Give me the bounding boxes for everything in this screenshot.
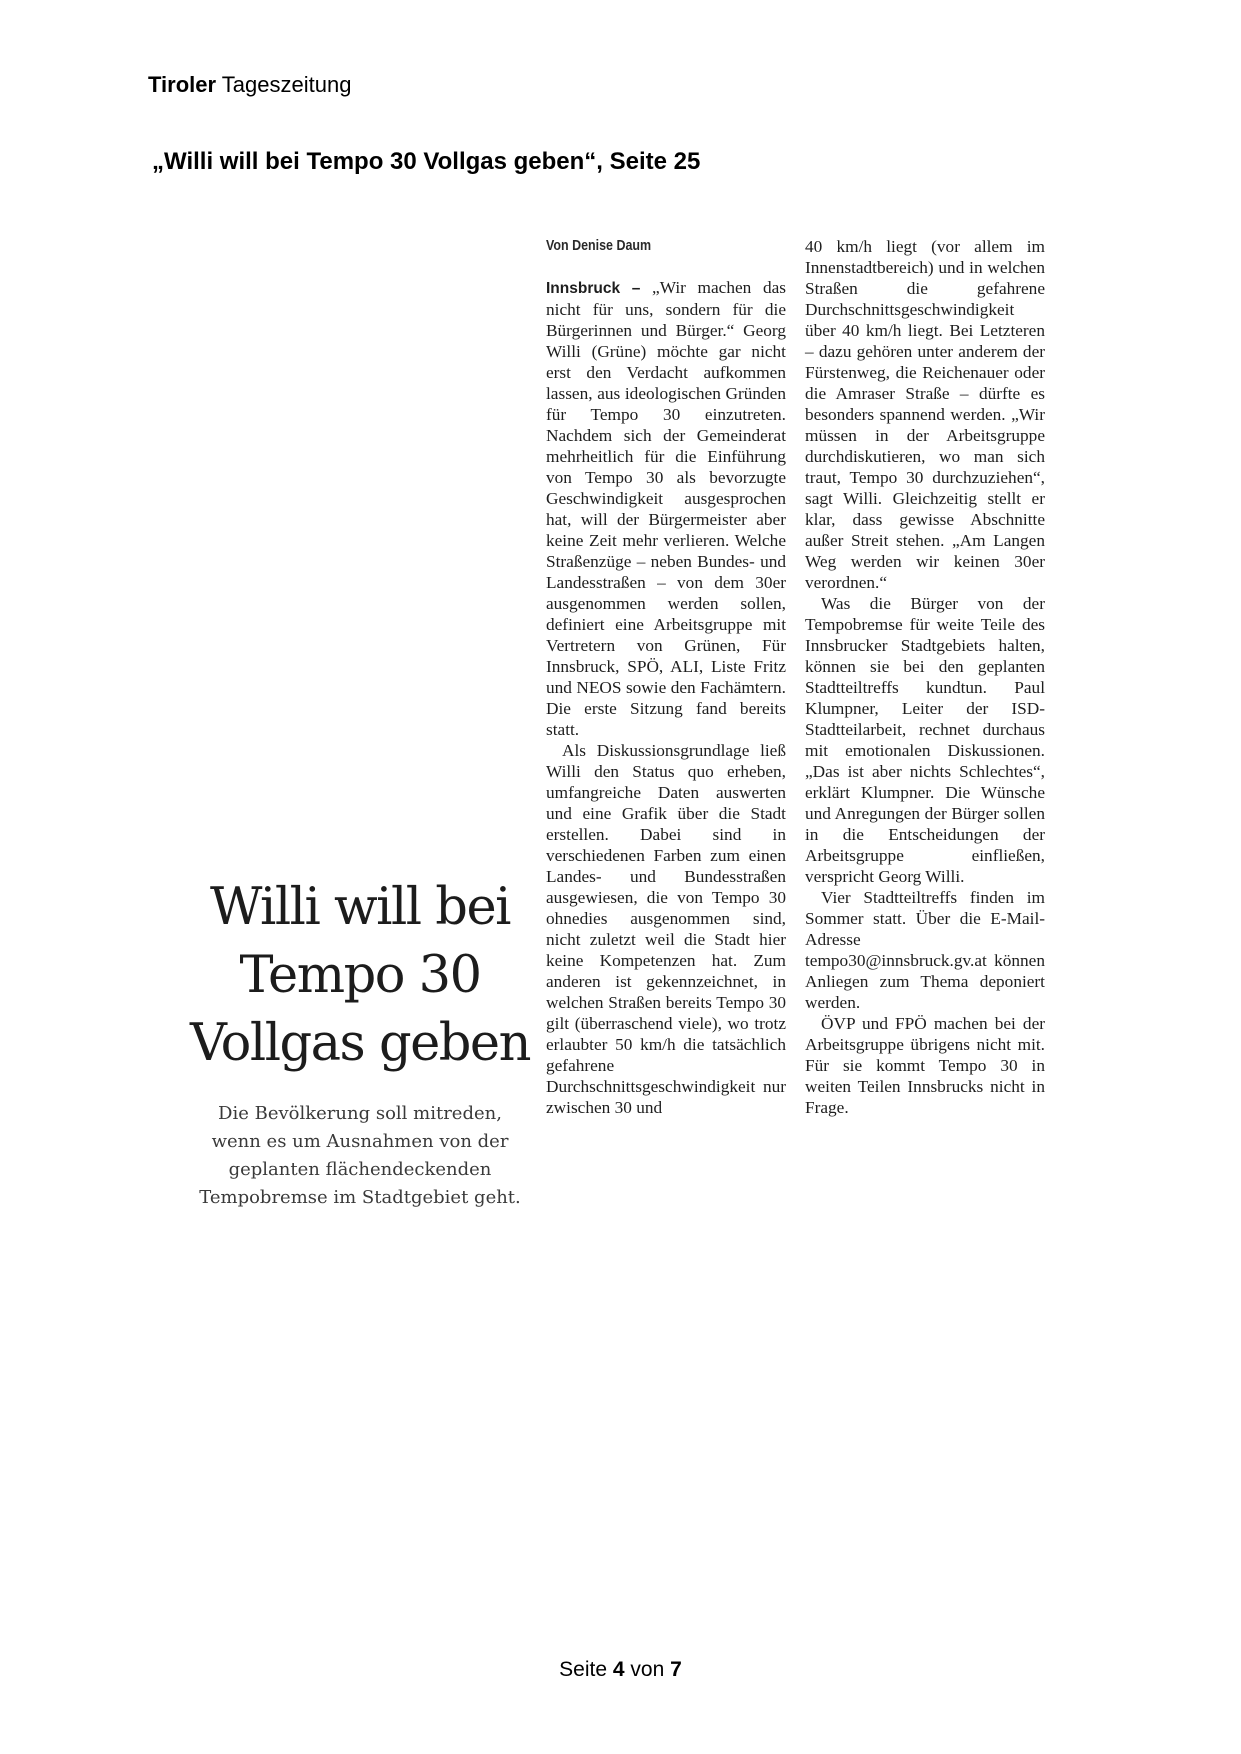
headline-line: Tempo 30 bbox=[239, 946, 481, 1005]
paragraph-text: „Wir machen das nicht für uns, sondern für die Bürgerinnen und Bürger.“ Georg Willi (Grüne) möchte gar nicht erst den Verdacht aufkommen lassen, aus ideologischen Gründen für Tempo 30 einzutreten. Nachdem sich der Gemeinderat mehrheitlich für die Einführung von Tempo 30 als bevorzugte Geschwindigkeit ausgesprochen hat, will der Bürgermeister aber keine Zeit mehr verlieren. Welche Straßenzüge – neben Bundes- und Landesstraßen – von dem 30er ausgenommen werden sollen, definiert eine Arbeitsgruppe mit Vertretern von Grünen, Für Innsbruck, SPÖ, ALI, Liste Fritz und NEOS sowie den Fachämtern. Die erste Sitzung fand bereits statt. bbox=[546, 278, 786, 739]
headline-block bbox=[190, 874, 530, 1212]
headline-line: Vollgas geben bbox=[190, 1014, 530, 1073]
article-subline: Die Bevölkerung soll mitreden, wenn es um Ausnahmen von der geplanten flächendeckenden Tempobremse im Stadtgebiet geht. bbox=[199, 1103, 521, 1208]
article-paragraph bbox=[546, 277, 786, 740]
page-number-total: 7 bbox=[670, 1658, 682, 1681]
article-dateline: Innsbruck – bbox=[546, 280, 641, 297]
page-number bbox=[0, 1658, 1241, 1682]
document-title: „Willi will bei Tempo 30 Vollgas geben“, Seite 25 bbox=[152, 148, 701, 175]
article-paragraph: Vier Stadtteiltreffs finden im Sommer statt. Über die E-Mail-Adresse tempo30@innsbruck.gv.at können Anliegen zum Thema deponiert werden. bbox=[805, 888, 1045, 1012]
page-number-current: 4 bbox=[612, 1658, 625, 1681]
publication-name-bold: Tiroler bbox=[148, 72, 217, 97]
article-paragraph: Was die Bürger von der Tempobremse für weite Teile des Innsbrucker Stadtgebiets halten, können sie bei den geplanten Stadtteiltreffs kundtun. Paul Klumpner, Leiter der ISD-Stadtteilarbeit, rechnet durchaus mit emotionalen Diskussionen. „Das ist aber nichts Schlechtes“, erklärt Klumpner. Die Wünsche und Anregungen der Bürger sollen in die Entscheidungen der Arbeitsgruppe einfließen, verspricht Georg Willi. bbox=[805, 594, 1045, 886]
article-paragraph: Als Diskussionsgrundlage ließ Willi den Status quo erheben, umfangreiche Daten auswerten und eine Grafik über die Stadt erstellen. Dabei sind in verschiedenen Farben zum einen Landes- und Bundesstraßen ausgewiesen, die von Tempo 30 ohnedies ausgenommen sind, nicht zuletzt weil die Stadt hier keine Kompetenzen hat. Zum anderen ist gekennzeichnet, in welchen Straßen bereits Tempo 30 gilt (überraschend viele), wo trotz erlaubter 50 km/h die tatsächlich gefahrene Durchschnittsgeschwindigkeit nur zwischen 30 und bbox=[546, 741, 786, 1117]
page-number-prefix: Seite bbox=[559, 1658, 608, 1681]
article-column-2 bbox=[805, 236, 1045, 1118]
headline-line: Willi will bei bbox=[210, 878, 510, 937]
newspaper-clipping bbox=[190, 236, 1070, 1208]
article-paragraph: ÖVP und FPÖ machen bei der Arbeitsgruppe übrigens nicht mit. Für sie kommt Tempo 30 in weiten Teilen Innsbrucks nicht in Frage. bbox=[805, 1014, 1045, 1117]
page-number-separator: von bbox=[630, 1658, 665, 1681]
article-paragraph: 40 km/h liegt (vor allem im Innenstadtbereich) und in welchen Straßen die gefahrene Durchschnittsgeschwindigkeit über 40 km/h liegt. Bei Letzteren – dazu gehören unter anderem der Fürstenweg, die Reichenauer oder die Amraser Straße – dürfte es besonders spannend werden. „Wir müssen in der Arbeitsgruppe durchdiskutieren, wo man sich traut, Tempo 30 durchzuziehen“, sagt Willi. Gleichzeitig stellt er klar, dass gewisse Abschnitte außer Streit stehen. „Am Langen Weg werden wir keinen 30er verordnen.“ bbox=[805, 237, 1045, 592]
article-byline: Von Denise Daum bbox=[546, 238, 652, 254]
article-column-1 bbox=[546, 236, 786, 1118]
article-headline bbox=[190, 874, 530, 1078]
publication-name bbox=[148, 72, 351, 98]
publication-name-rest: Tageszeitung bbox=[221, 72, 352, 97]
